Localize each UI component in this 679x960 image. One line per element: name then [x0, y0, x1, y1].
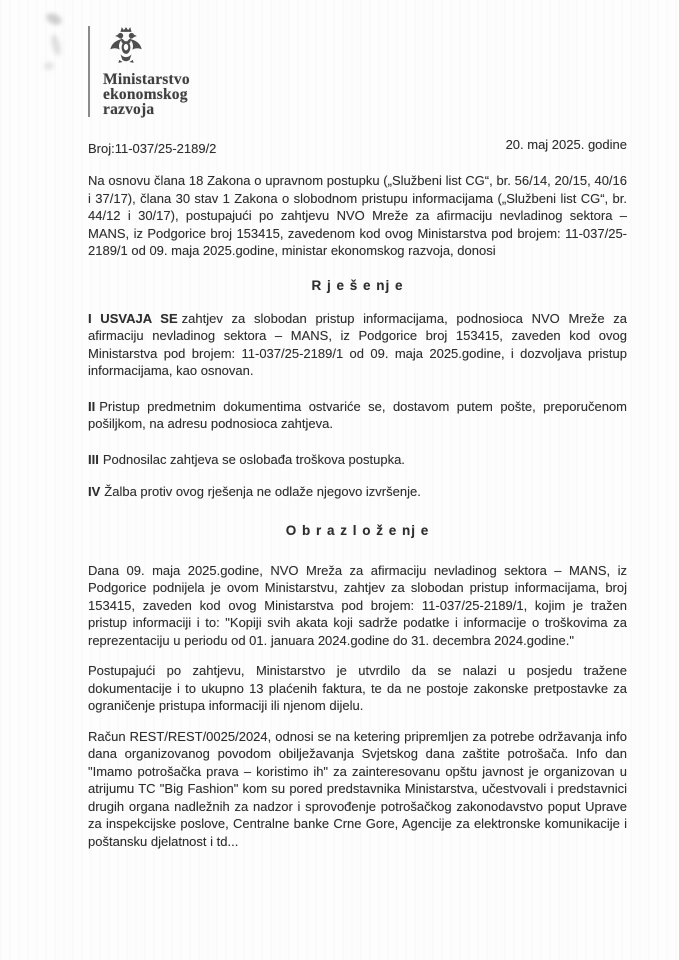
decision-heading: R j e š e nj e	[311, 277, 404, 293]
decision-item-text: Podnosilac zahtjeva se oslobađa troškova postupka.	[102, 451, 405, 467]
decision-item-text: Žalba protiv ovog rješenja ne odlaže njegovo izvršenje.	[104, 484, 421, 499]
decision-item-2	[88, 398, 627, 433]
reference-and-date-row	[88, 137, 627, 156]
ministry-name-line: razvoja	[103, 101, 155, 118]
letterhead	[88, 26, 627, 119]
ministry-name-line: ekonomskog	[103, 86, 188, 103]
scan-smudge	[44, 62, 54, 70]
scan-smudge	[49, 33, 62, 56]
ministry-logo	[88, 26, 190, 117]
explanation-paragraph: Dana 09. maja 2025.godine, NVO Mreža za afirmaciju nevladinog sektora – MANS, iz Podgorice podnijela je ovom Ministarstvu, zahtjev za slobodan pristup informacijama, broj 153415, zaveden kod ovog Ministarstva pod brojem: 11-037/25-2189/1, kojim je tražen pristup informaciji i to: "Kopiji svih akata koji sadrže podatke i informacije o troškovima za reprezentaciju u periodu od 01. januara 2024.godine do 31. decembra 2024.godine."	[88, 562, 627, 648]
scan-smudge	[45, 11, 64, 27]
decision-item-numeral: III	[88, 451, 99, 467]
montenegro-coat-of-arms-icon	[109, 26, 190, 69]
decision-item-1	[88, 310, 627, 380]
decision-item-text: Pristup predmetnim dokumentima ostvariće se, dostavom putem pošte, preporučenom pošiljkom, na adresu podnosioca zahtjeva.	[88, 398, 627, 431]
decision-item-3	[88, 451, 627, 469]
decision-item-4	[88, 483, 627, 501]
decision-item-text: zahtjev za slobodan pristup informacijama, podnosioca NVO Mreže za afirmaciju nevladinog sektora – MANS, iz Podgorice broj 153415, zaveden kod ovog Ministarstva pod brojem: 11-037/25-2189/1 od 09. maja 2025.godine, i dozvoljava pristup informacijama, kao osnovan.	[88, 310, 628, 378]
explanation-paragraph: Postupajući po zahtjevu, Ministarstvo je utvrdilo da se nalazi u posjedu tražene dokumentacije i to ukupno 13 plaćenih faktura, te da ne postoje zakonske pretpostavke za ograničenje pristupa informaciji ili njenom dijelu.	[88, 663, 627, 713]
ministry-name-line: Ministarstvo	[103, 71, 190, 88]
document-number: Broj:11-037/25-2189/2	[88, 141, 217, 156]
ministry-name	[103, 72, 190, 117]
decision-item-numeral: IV	[88, 484, 101, 499]
document-date: 20. maj 2025. godine	[505, 137, 627, 152]
intro-paragraph: Na osnovu člana 18 Zakona o upravnom postupku („Službeni list CG“, br. 56/14, 20/15, 40/16 i 37/17), člana 30 stav 1 Zakona o slobodnom pristupu informacijama („Službeni list CG“, br. 44/12 i 30/17), postupajući po zahtjevu NVO Mreže za afirmaciju nevladinog sektora – MANS, iz Podgorice broj 153415, zavedenom kod ovog Ministarstva pod brojem: 11-037/25-2189/1 od 09. maja 2025.godine, ministar ekonomskog razvoja, donosi	[88, 173, 627, 258]
explanation-paragraph: Račun REST/REST/0025/2024, odnosi se na ketering pripremljen za potrebe održavanja info dana organizovanog povodom obilježavanja Svjetskog dana zaštite potrošača. Info dan "Imamo potrošačka prava – koristimo ih" za zainteresovanu opštu javnost je organizovan u atrijumu TC "Big Fashion" kom su pored predstavnika Ministarstva, učestvovali i predstavnici drugih organa nadležnih za nadzor i sprovođenje potrošačkog zakonodavstvo poput Uprave za inspekcijske poslove, Centralne banke Crne Gore, Agencije za elektronske komunikacije i poštansku djelatnost i td...	[88, 728, 627, 849]
decision-item-numeral: II	[88, 398, 96, 414]
explanation-heading: O b r a z l o ž e nj e	[285, 522, 430, 538]
decision-item-numeral: I USVAJA SE	[88, 310, 178, 326]
